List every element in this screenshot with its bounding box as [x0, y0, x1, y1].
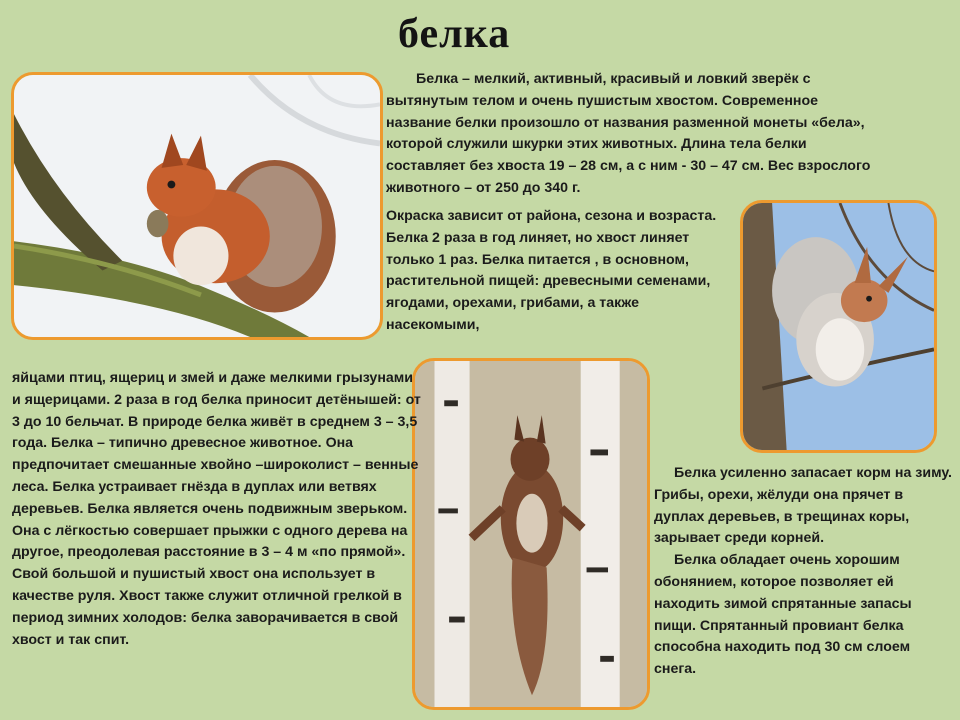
intro-paragraph [386, 69, 886, 200]
color-diet-text: Окраска зависит от района, сезона и возраста. Белка 2 раза в год линяет, но хвост линяет только 1 раз. Белка питается , в основном, растительной пищей: древесными семенами, ягодами, орехами, грибами, а также насекомыми, [386, 208, 717, 333]
smell-text: Белка обладает очень хорошим обонянием, которое позволяет ей находить зимой спрятанные запасы пищи. Спрятанный провиант белка способна находить под 30 см слоем снега. [654, 552, 912, 678]
page-title: белка [398, 11, 511, 57]
color-diet-paragraph [386, 206, 731, 337]
habits-paragraph [12, 368, 422, 651]
food-storage-text: Белка усиленно запасает корм на зиму. Грибы, орехи, жёлуди она прячет в дуплах деревьев, в трещинах коры, зарывает среди корней. [654, 465, 952, 547]
squirrel-on-birch-photo [412, 358, 650, 710]
intro-text: Белка – мелкий, активный, красивый и ловкий зверёк с вытянутым телом и очень пушистым хвостом. Современное название белки произошло от названия разменной монеты «бела», которой служили шкурки этих животных. Длина тела белки составляет без хвоста 19 – 28 см, а с ним - 30 – 47 см. Вес взрослого животного – от 250 до 340 г. [386, 71, 871, 196]
squirrel-in-tree-photo [740, 200, 937, 453]
squirrel-on-branch-photo [11, 72, 383, 340]
habits-text: яйцами птиц, ящериц и змей и даже мелкими грызунами и ящерицами. 2 раза в год белка приносит детёнышей: от 3 до 10 бельчат. В природе белка живёт в среднем 3 – 3,5 года. Белка – типично древесное животное. Она предпочитает смешанные хвойно –широколист – венные леса. Белка устраивает гнёзда в дуплах или ветвях деревьев. Белка является очень подвижным зверьком. Она с лёгкостью совершает прыжки с одного дерева на другое, преодолевая расстояние в 3 – 4 м «по прямой». Свой большой и пушистый хвост она использует в качестве руля. Хвост также служит отличной грелкой в период зимних холодов: белка заворачивается в свой хвост и так спит. [12, 370, 421, 648]
food-storage-paragraph [654, 463, 954, 681]
